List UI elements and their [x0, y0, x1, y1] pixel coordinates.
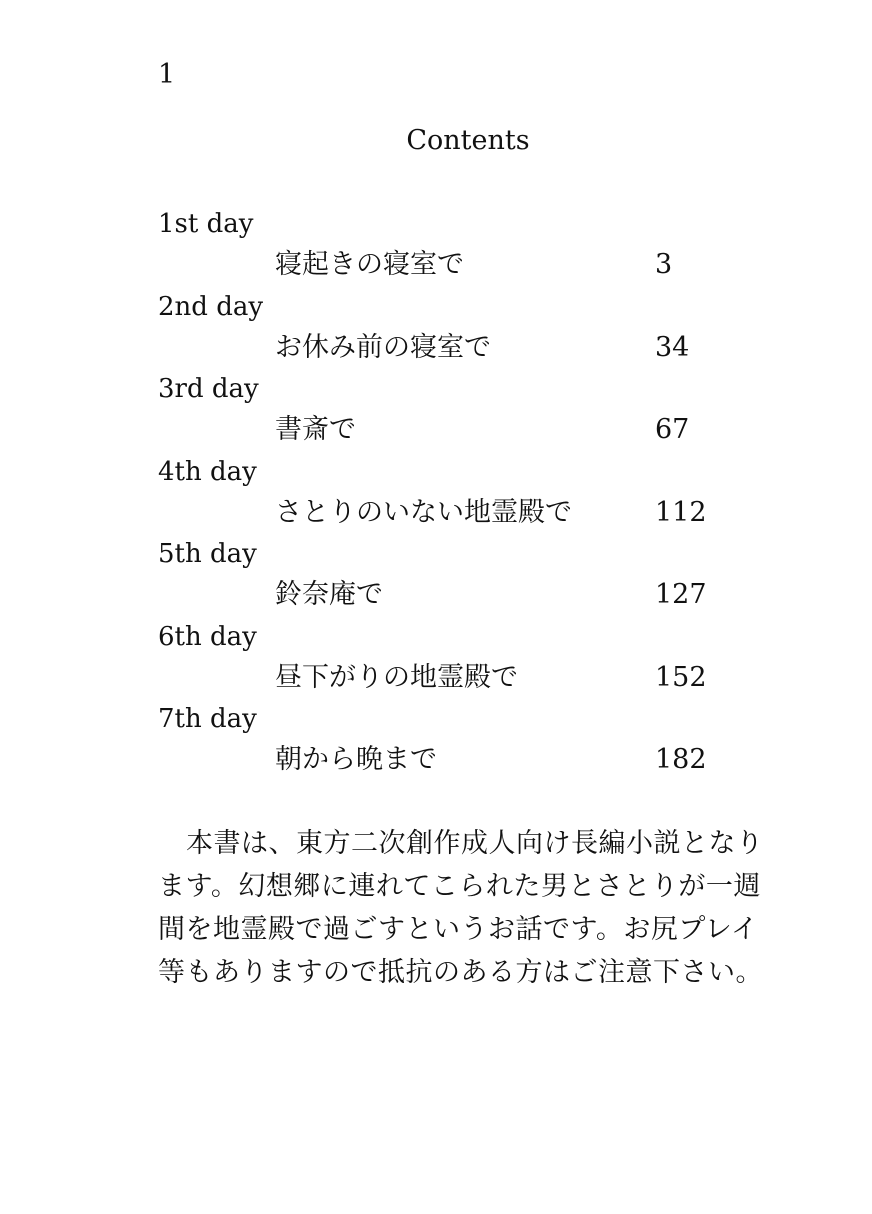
toc-entry	[158, 370, 778, 453]
toc-chapter-title: 昼下がりの地霊殿で	[275, 661, 518, 693]
toc-chapter-title: 朝から晩まで	[275, 744, 437, 775]
toc-day-label: 6th day	[158, 621, 257, 652]
toc-chapter-title: お休み前の寝室で	[275, 331, 491, 363]
toc-entry	[158, 700, 778, 783]
toc-entry	[158, 205, 778, 288]
toc-entry	[158, 453, 778, 536]
toc-day-label: 2nd day	[158, 291, 264, 322]
toc-day-label: 7th day	[158, 704, 257, 734]
toc-page-number: 34	[655, 331, 690, 363]
toc-chapter-title: 書斎で	[275, 414, 356, 445]
toc-chapter-title: 寝起きの寝室で	[275, 249, 464, 280]
toc-page-number: 152	[655, 661, 707, 693]
toc-page-number: 67	[655, 414, 690, 445]
toc-day-label: 1st day	[158, 209, 254, 239]
toc-chapter-title: さとりのいない地霊殿で	[275, 496, 572, 528]
toc-chapter-title: 鈴奈庵で	[275, 579, 383, 610]
page-number: 1	[158, 59, 176, 90]
toc-day-label: 4th day	[158, 456, 257, 487]
toc-day-label: 5th day	[158, 539, 257, 569]
toc-page-number: 182	[655, 744, 707, 775]
toc-entry	[158, 535, 778, 618]
toc-page-number: 112	[655, 496, 707, 528]
toc-day-label: 3rd day	[158, 374, 259, 404]
toc-page-number: 3	[655, 249, 673, 280]
toc-entry	[158, 618, 778, 701]
toc-entry	[158, 288, 778, 371]
toc-title: Contents	[406, 125, 530, 156]
table-of-contents	[158, 205, 778, 783]
book-description: 本書は、東方二次創作成人向け長編小説となります。幻想郷に連れてこられた男とさとりが一週間を地霊殿で過ごすというお話です。お尻プレイ等もありますので抵抗のある方はご注意下さい。	[158, 828, 764, 988]
toc-page-number: 127	[655, 579, 707, 610]
